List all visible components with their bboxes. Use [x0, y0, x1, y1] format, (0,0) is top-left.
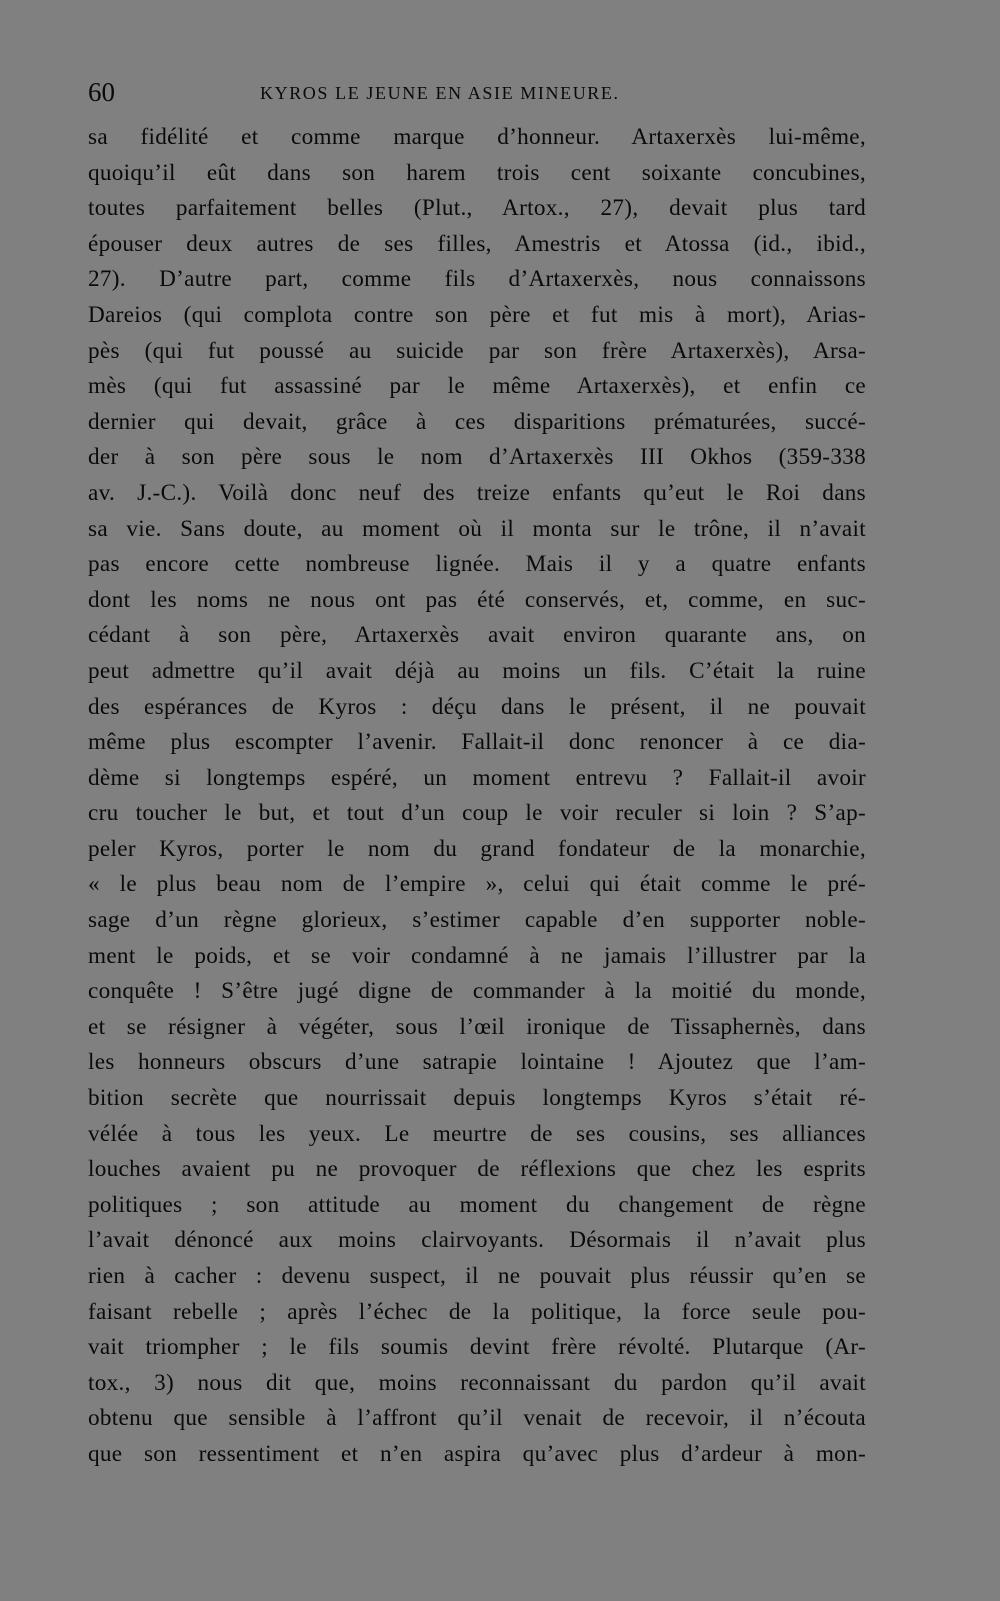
text-line: quoiqu’il eût dans son harem trois cent soixante concubines, — [88, 159, 866, 186]
text-line: mès (qui fut assassiné par le même Artaxerxès), et enfin ce — [88, 373, 866, 400]
text-line: même plus escompter l’avenir. Fallait-il donc renoncer à ce dia- — [88, 729, 866, 756]
text-line: vélée à tous les yeux. Le meurtre de ses cousins, ses alliances — [88, 1120, 866, 1147]
running-title: KYROS LE JEUNE EN ASIE MINEURE. — [260, 83, 620, 103]
running-head — [88, 74, 856, 110]
page-number: 60 — [88, 77, 115, 107]
text-line: que son ressentiment et n’en aspira qu’avec plus d’ardeur à mon- — [88, 1440, 866, 1467]
text-line: conquête ! S’être jugé digne de commander à la moitié du monde, — [88, 978, 866, 1005]
text-line: louches avaient pu ne provoquer de réflexions que chez les esprits — [88, 1156, 866, 1183]
text-line: ment le poids, et se voir condamné à ne jamais l’illustrer par la — [88, 942, 866, 969]
text-line: dont les noms ne nous ont pas été conservés, et, comme, en suc- — [88, 586, 866, 613]
text-line: politiques ; son attitude au moment du changement de règne — [88, 1191, 866, 1218]
text-line: sa vie. Sans doute, au moment où il monta sur le trône, il n’avait — [88, 515, 866, 542]
text-line: rien à cacher : devenu suspect, il ne pouvait plus réussir qu’en se — [88, 1263, 866, 1289]
text-line: Dareios (qui complota contre son père et fut mis à mort), Arias- — [88, 301, 866, 328]
text-line: « le plus beau nom de l’empire », celui qui était comme le pré- — [88, 871, 866, 898]
text-line: pès (qui fut poussé au suicide par son frère Artaxerxès), Arsa- — [88, 337, 866, 364]
text-line: dernier qui devait, grâce à ces disparitions prématurées, succé- — [88, 408, 866, 435]
text-line: les honneurs obscurs d’une satrapie lointaine ! Ajoutez que l’am- — [88, 1049, 866, 1076]
text-line: dème si longtemps espéré, un moment entrevu ? Fallait-il avoir — [88, 764, 866, 791]
text-line: sage d’un règne glorieux, s’estimer capable d’en supporter noble- — [88, 907, 866, 934]
text-line: cédant à son père, Artaxerxès avait environ quarante ans, on — [88, 622, 866, 649]
text-line: bition secrète que nourrissait depuis longtemps Kyros s’était ré- — [88, 1085, 866, 1112]
text-line: et se résigner à végéter, sous l’œil ironique de Tissaphernès, dans — [88, 1013, 866, 1040]
text-line: sa fidélité et comme marque d’honneur. Artaxerxès lui-même, — [88, 124, 866, 150]
text-line: pas encore cette nombreuse lignée. Mais il y a quatre enfants — [88, 551, 866, 578]
text-line: l’avait dénoncé aux moins clairvoyants. Désormais il n’avait plus — [88, 1227, 866, 1254]
text-line: épouser deux autres de ses filles, Amestris et Atossa (id., ibid., — [88, 230, 866, 257]
text-line: der à son père sous le nom d’Artaxerxès III Okhos (359-338 — [88, 444, 866, 471]
body-text — [88, 120, 866, 1473]
text-line: tox., 3) nous dit que, moins reconnaissant du pardon qu’il avait — [88, 1369, 866, 1396]
text-line: obtenu que sensible à l’affront qu’il venait de recevoir, il n’écouta — [88, 1405, 866, 1432]
text-line: 27). D’autre part, comme fils d’Artaxerxès, nous connaissons — [88, 266, 866, 293]
text-line: av. J.-C.). Voilà donc neuf des treize enfants qu’eut le Roi dans — [88, 479, 866, 506]
text-line: toutes parfaitement belles (Plut., Artox., 27), devait plus tard — [88, 195, 866, 222]
text-line: peut admettre qu’il avait déjà au moins un fils. C’était la ruine — [88, 657, 866, 684]
text-line: cru toucher le but, et tout d’un coup le voir reculer si loin ? S’ap- — [88, 800, 866, 827]
text-line: faisant rebelle ; après l’échec de la politique, la force seule pou- — [88, 1298, 866, 1325]
text-line: vait triompher ; le fils soumis devint frère révolté. Plutarque (Ar- — [88, 1334, 866, 1361]
text-line: des espérances de Kyros : déçu dans le présent, il ne pouvait — [88, 693, 866, 720]
text-line: peler Kyros, porter le nom du grand fondateur de la monarchie, — [88, 835, 866, 862]
